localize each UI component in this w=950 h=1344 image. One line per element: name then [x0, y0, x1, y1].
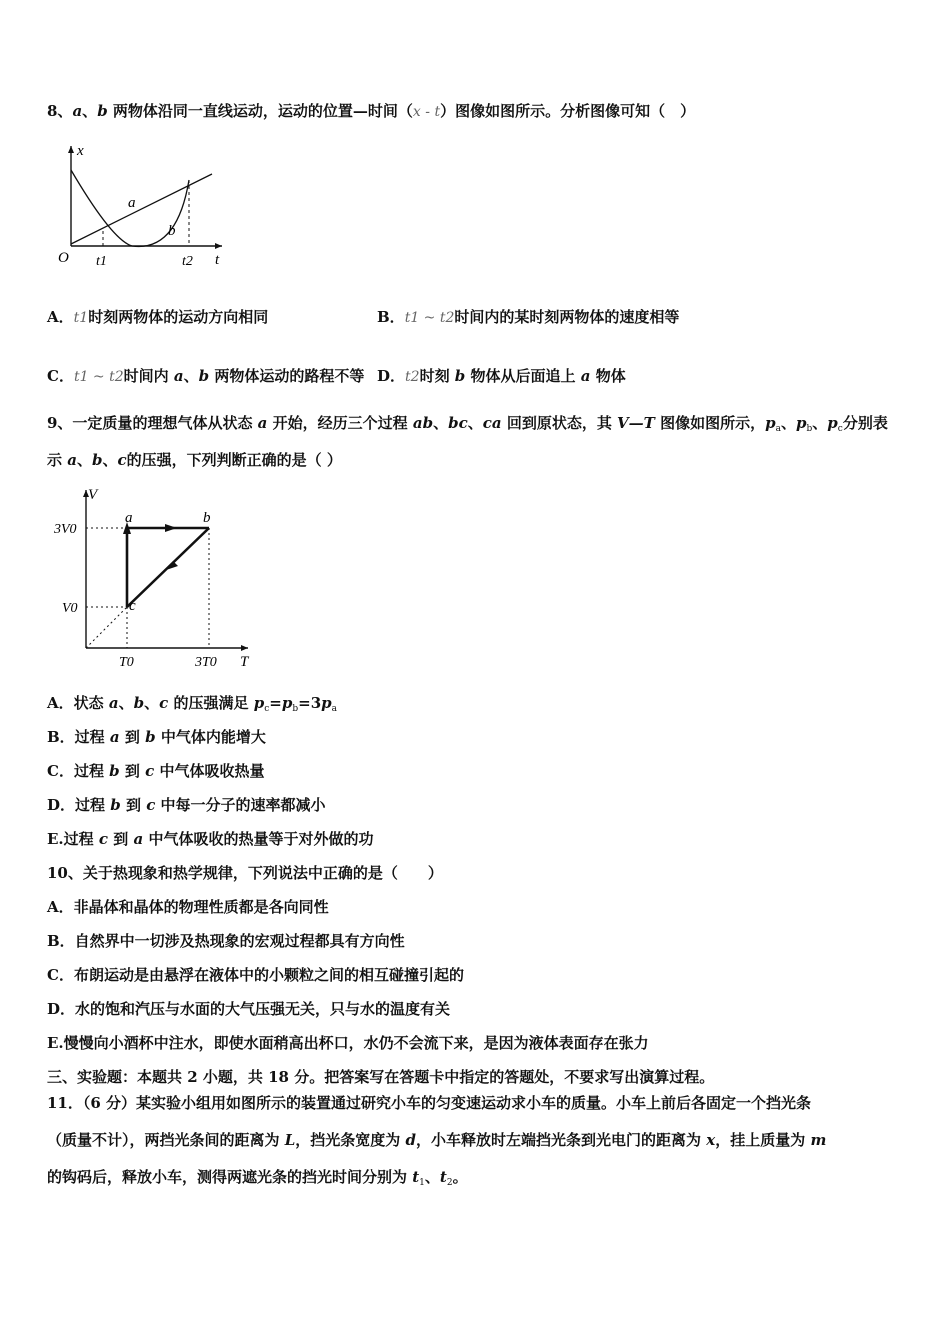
q9-label-t: T [240, 654, 249, 670]
q9-label-v: V [88, 487, 98, 503]
q10-option-d[interactable]: D．水的饱和汽压与水面的大气压强无关，只与水的温度有关 [47, 1000, 451, 1018]
q8-label-o: O [58, 250, 69, 266]
q9-origin-dash [86, 607, 127, 648]
q10-option-e[interactable]: E.慢慢向小酒杯中注水，即使水面稍高出杯口，水仍不会流下来，是因为液体表面存在张力 [47, 1034, 649, 1052]
q10-stem: 10、关于热现象和热学规律，下列说法中正确的是（ ） [47, 864, 443, 882]
q8-option-a[interactable]: A．t1时刻两物体的运动方向相同 [47, 308, 269, 326]
q8-label-t1: t1 [96, 254, 107, 268]
q8-label-x: x [77, 143, 84, 159]
q8-label-b: b [168, 223, 176, 239]
q10-option-a[interactable]: A．非晶体和晶体的物理性质都是各向同性 [47, 898, 329, 916]
q8-label-t: t [215, 252, 220, 268]
q8-stem: 8、a、b 两物体沿同一直线运动，运动的位置—时间（x - t）图像如图所示。分析图像可知（ ） [47, 102, 696, 120]
q9-stem-line1: 9、一定质量的理想气体从状态 a 开始，经历三个过程 ab、bc、ca 回到原状态，其 V—T 图像如图所示，$p_a$、$p_b$、$p_c$分别表 [47, 414, 888, 434]
q9-label-3v0: 3V0 [54, 522, 77, 537]
q9-label-v0: V0 [62, 601, 78, 616]
q8-option-b[interactable]: B．t1 ~ t2时间内的某时刻两物体的速度相等 [377, 308, 680, 326]
q9-option-b[interactable]: B．过程 a 到 b 中气体内能增大 [47, 728, 266, 746]
q11-line1: 11．（6 分）某实验小组用如图所示的装置通过研究小车的匀变速运动求小车的质量。小车上前后各固定一个挡光条 [47, 1094, 812, 1112]
q11-line3: 的钩码后，释放小车，测得两遮光条的挡光时间分别为 $t_1$、$t_2$。 [47, 1168, 468, 1188]
q8-line-a [71, 174, 212, 244]
q9-option-d[interactable]: D．过程 b 到 c 中每一分子的速率都减小 [47, 796, 326, 814]
q9-point-a: a [125, 510, 133, 526]
q8-label-t2: t2 [182, 254, 193, 268]
section-3-heading: 三、实验题：本题共 2 小题，共 18 分。把答案写在答题卡中指定的答题处，不要求写出演算过程。 [47, 1068, 715, 1086]
q9-vt-graph [52, 482, 258, 672]
q9-point-b: b [203, 510, 211, 526]
q9-option-c[interactable]: C．过程 b 到 c 中气体吸收热量 [47, 762, 265, 780]
q11-line2: （质量不计），两挡光条间的距离为 L，挡光条宽度为 d，小车释放时左端挡光条到光电门的距离为 x，挂上质量为 m [47, 1131, 827, 1149]
q9-stem-line2: 示 a、b、c的压强，下列判断正确的是（ ） [47, 451, 342, 469]
q8-option-c[interactable]: C．t1 ~ t2时间内 a、b 两物体运动的路程不等 [47, 367, 365, 385]
q9-label-3t0: 3T0 [195, 655, 217, 670]
q8-label-a: a [128, 195, 136, 211]
q10-option-b[interactable]: B．自然界中一切涉及热现象的宏观过程都具有方向性 [47, 932, 405, 950]
q10-option-c[interactable]: C．布朗运动是由悬浮在液体中的小颗粒之间的相互碰撞引起的 [47, 966, 464, 984]
q9-option-e[interactable]: E.过程 c 到 a 中气体吸收的热量等于对外做的功 [47, 830, 374, 848]
q8-option-d[interactable]: D．t2时刻 b 物体从后面追上 a 物体 [377, 367, 626, 385]
q8-xt-graph [52, 140, 234, 268]
q9-point-c: c [129, 598, 136, 614]
q9-option-a[interactable]: A．状态 a、b、c 的压强满足 $p_c=p_b=3p_a$ [47, 694, 338, 714]
q9-label-t0: T0 [119, 655, 134, 670]
